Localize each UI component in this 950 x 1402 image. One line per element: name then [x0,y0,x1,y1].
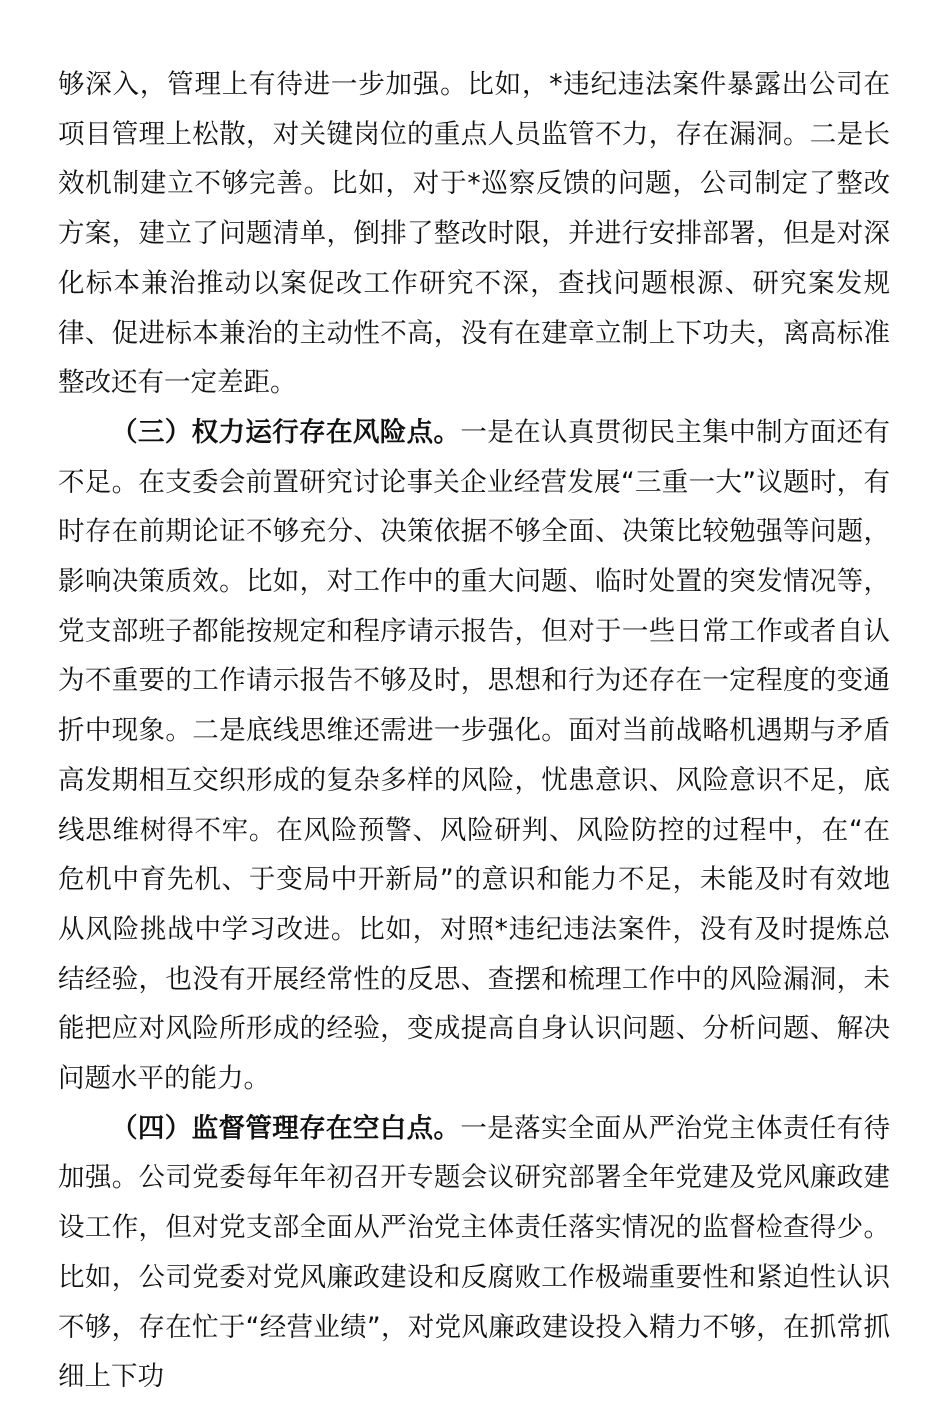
document-page [58,60,890,1402]
paragraph-body: 一是落实全面从严治党主体责任有待加强。公司党委每年年初召开专题会议研究部署全年党建及党风廉政建设工作，但对党支部全面从严治党主体责任落实情况的监督检查得少。比如，公司党委对党风廉政建设和反腐败工作极端重要性和紧迫性认识不够，存在忙于“经营业绩”，对党风廉政建设投入精力不够，在抓常抓细上下功 [58,1112,890,1393]
paragraph-body: 够深入，管理上有待进一步加强。比如，*违纪违法案件暴露出公司在项目管理上松散，对关键岗位的重点人员监管不力，存在漏洞。二是长效机制建立不够完善。比如，对于*巡察反馈的问题，公司制定了整改方案，建立了问题清单，倒排了整改时限，并进行安排部署，但是对深化标本兼治推动以案促改工作研究不深，查找问题根源、研究案发规律、促进标本兼治的主动性不高，没有在建章立制上下功夫，离高标准整改还有一定差距。 [58,69,890,399]
paragraph-section-3 [58,408,890,1104]
paragraph-continuation [58,60,890,408]
paragraph-section-4 [58,1104,890,1402]
paragraph-body: 一是在认真贯彻民主集中制方面还有不足。在支委会前置研究讨论事关企业经营发展“三重一大”议题时，有时存在前期论证不够充分、决策依据不够全面、决策比较勉强等问题，影响决策质效。比如，对工作中的重大问题、临时处置的突发情况等，党支部班子都能按规定和程序请示报告，但对于一些日常工作或者自认为不重要的工作请示报告不够及时，思想和行为还存在一定程度的变通折中现象。二是底线思维还需进一步强化。面对当前战略机遇期与矛盾高发期相互交织形成的复杂多样的风险，忧患意识、风险意识不足，底线思维树得不牢。在风险预警、风险研判、风险防控的过程中，在“在危机中育先机、于变局中开新局”的意识和能力不足，未能及时有效地从风险挑战中学习改进。比如，对照*违纪违法案件，没有及时提炼总结经验，也没有开展经常性的反思、查摆和梳理工作中的风险漏洞，未能把应对风险所形成的经验，变成提高自身认识问题、分析问题、解决问题水平的能力。 [58,416,890,1095]
section-heading: （四）监督管理存在空白点。 [111,1112,461,1144]
section-heading: （三）权力运行存在风险点。 [111,416,461,448]
